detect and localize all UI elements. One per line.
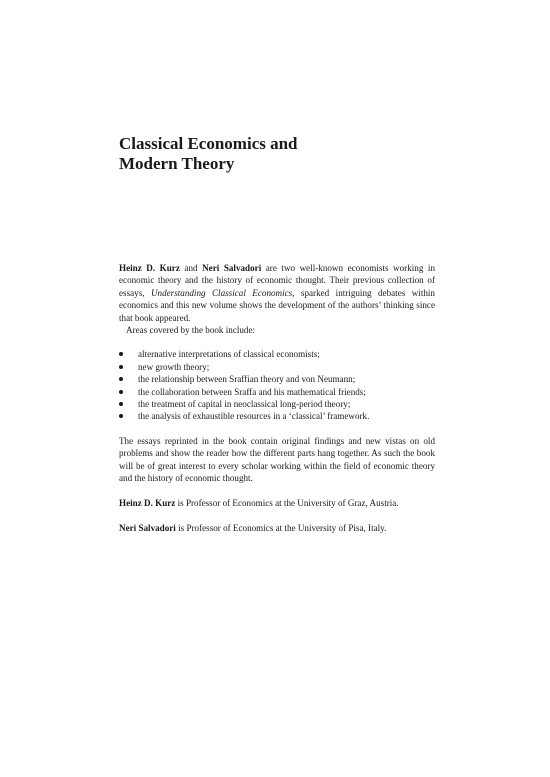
author-bio-salvadori: [119, 522, 435, 534]
bullet-icon: [119, 377, 123, 381]
bullet-icon: [119, 390, 123, 394]
intro-conjunction: and: [179, 263, 203, 273]
book-title-line-2: Modern Theory: [119, 154, 235, 173]
bullet-icon: [119, 365, 123, 369]
book-title-line-1: Classical Economics and: [119, 134, 298, 153]
book-title: [119, 134, 439, 174]
previous-book-title: Understanding Classical Economics: [150, 287, 293, 298]
list-item: [119, 398, 435, 410]
intro-text-b: , sparked intriguing debates within economics and this new volume shows the development of the authors’ thinking since that book appeared.: [119, 287, 435, 323]
list-item: [119, 373, 435, 385]
list-item: [119, 410, 435, 422]
bio-name-salvadori: Neri Salvadori: [119, 522, 176, 533]
bullet-icon: [119, 352, 123, 356]
list-item-text: alternative interpretations of classical economists;: [138, 349, 320, 360]
intro-text-a: are two well-known economists working in economic theory and the history of economic thought. Their previous collection of essays,: [119, 263, 435, 298]
list-item-text: the relationship between Sraffian theory and von Neumann;: [138, 374, 356, 385]
list-item-text: the analysis of exhaustible resources in a ‘classical’ framework.: [138, 411, 370, 422]
author-name-kurz: Heinz D. Kurz: [119, 263, 180, 273]
bullet-icon: [119, 402, 123, 406]
list-item: [119, 348, 435, 360]
list-item: [119, 361, 435, 373]
essays-paragraph: The essays reprinted in the book contain original findings and new vistas on old problems and show the reader how the different parts hang together. As such the book will be of great interest to every scholar working within the field of economic theory and the history of economic thought.: [119, 435, 435, 484]
bullet-icon: [119, 414, 123, 418]
author-name-salvadori: Neri Salvadori: [202, 263, 262, 273]
bio-text-kurz: is Professor of Economics at the University of Graz, Austria.: [175, 497, 399, 508]
list-item: [119, 386, 435, 398]
areas-intro: Areas covered by the book include:: [126, 325, 256, 336]
bio-name-kurz: Heinz D. Kurz: [119, 497, 176, 508]
list-item-text: new growth theory;: [138, 361, 210, 372]
book-description: [119, 262, 435, 534]
bio-text-salvadori: is Professor of Economics at the University of Pisa, Italy.: [175, 522, 387, 533]
areas-list: [119, 348, 435, 422]
list-item-text: the collaboration between Sraffa and his mathematical friends;: [138, 386, 366, 397]
author-bio-kurz: [119, 497, 435, 509]
list-item-text: the treatment of capital in neoclassical long-period theory;: [138, 399, 351, 410]
intro-paragraph: [119, 262, 435, 324]
